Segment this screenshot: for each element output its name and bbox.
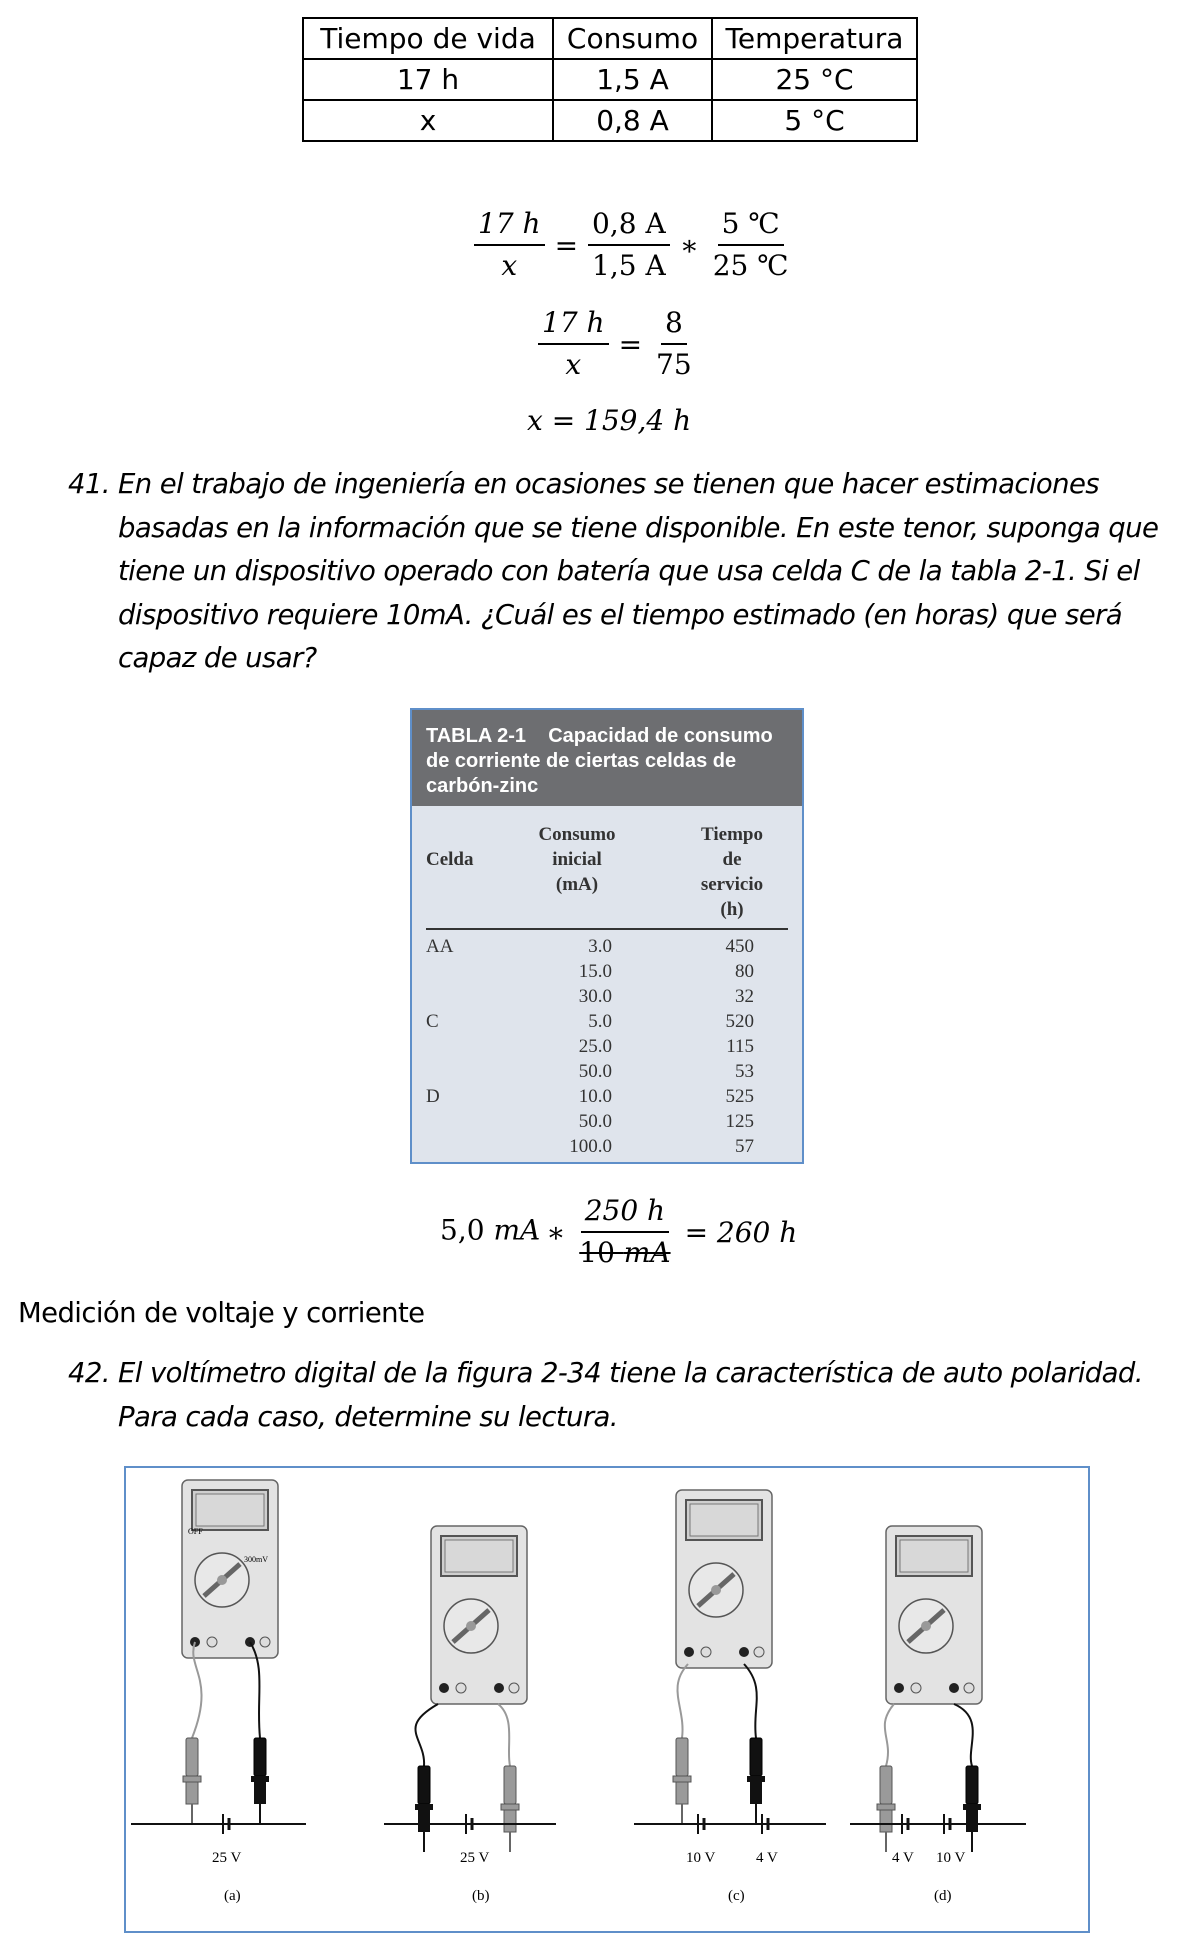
source-label: 4 V: [756, 1850, 778, 1866]
fraction-numerator: 8: [661, 306, 687, 345]
table-row: [412, 1011, 802, 1036]
table-row: [412, 1061, 802, 1086]
fraction-denominator: x: [565, 348, 582, 381]
cell-consumo: 3.0: [588, 936, 612, 957]
table-row: [412, 1136, 802, 1161]
table-cell: 0,8 A: [553, 100, 712, 141]
meter-panel-d: [850, 1526, 1026, 1904]
cell-consumo: 5.0: [588, 1011, 612, 1032]
header-cell: Temperatura: [712, 18, 917, 59]
cell-tiempo: 520: [725, 1011, 754, 1032]
equation-result: = 260 h: [684, 1215, 798, 1249]
multimeter-illustration: [126, 1468, 1088, 1931]
cell-tiempo: 80: [735, 961, 754, 982]
table-cell: 1,5 A: [553, 59, 712, 100]
fraction-denominator: x: [501, 249, 518, 282]
cell-consumo: 15.0: [578, 961, 612, 982]
struck-value: 10: [579, 1236, 624, 1269]
section-heading: Medición de voltaje y corriente: [18, 1297, 425, 1329]
question-41: [68, 463, 1188, 688]
question-line: capaz de usar?: [118, 642, 317, 674]
question-number: 41.: [68, 468, 110, 500]
cell-tiempo: 115: [726, 1036, 754, 1057]
question-text: [118, 463, 1158, 681]
source-label: 10 V: [686, 1850, 716, 1866]
equation-prefix: 5,0: [440, 1213, 494, 1247]
fraction-numerator: 17 h: [474, 207, 545, 246]
table-cell: 5 °C: [712, 100, 917, 141]
equation-result: x = 159,4 h: [527, 404, 692, 437]
panel-caption: (d): [934, 1888, 952, 1904]
fraction-numerator: 0,8 A: [588, 207, 670, 246]
equation-proportion: $\frac{17 h}{x}$ = $\frac{0,8 A}{1,5 A}$ ∗ $\frac{5 ℃}{25 ℃}$: [470, 207, 797, 283]
cell-tiempo: 450: [725, 936, 754, 957]
header-line: (h): [720, 899, 744, 920]
table-header-row: [303, 18, 917, 59]
fraction-numerator: 250 h: [581, 1194, 669, 1233]
question-line: En el trabajo de ingeniería en ocasiones se tienen que hacer estimaciones: [118, 468, 1100, 500]
cell-celda: AA: [426, 936, 454, 957]
question-line: tiene un dispositivo operado con batería que usa celda C de la tabla 2-1. Si el: [118, 555, 1140, 587]
meter-panel-b: [384, 1526, 556, 1904]
cell-celda: C: [426, 1011, 439, 1032]
textbook-table-2-1: [410, 708, 804, 1164]
source-label: 25 V: [212, 1850, 242, 1866]
panel-caption: (b): [472, 1888, 490, 1904]
table-row: [412, 1111, 802, 1136]
cell-tiempo: 53: [735, 1061, 754, 1082]
cell-consumo: 50.0: [578, 1061, 612, 1082]
table-cell: x: [303, 100, 553, 141]
cell-consumo: 25.0: [578, 1036, 612, 1057]
header-line: Consumo: [538, 824, 616, 845]
cell-tiempo: 32: [735, 986, 754, 1007]
multimeter-figure: [124, 1466, 1090, 1933]
panel-caption: (c): [728, 1888, 745, 1904]
fraction-denominator: 1,5 A: [592, 249, 666, 282]
table-cell: 17 h: [303, 59, 553, 100]
meter-mv-label: 300mV: [244, 1555, 268, 1564]
question-42: [68, 1352, 1188, 1442]
table-divider: [426, 928, 788, 930]
cell-consumo: 100.0: [569, 1136, 612, 1157]
cell-tiempo: 57: [735, 1136, 754, 1157]
fraction-denominator: [575, 1233, 674, 1270]
header-line: inicial: [552, 849, 602, 870]
cell-consumo: 50.0: [578, 1111, 612, 1132]
table-row: [412, 1036, 802, 1061]
fraction-denominator: 75: [656, 348, 692, 381]
column-header-celda: Celda: [426, 849, 474, 870]
cell-tiempo: 525: [725, 1086, 754, 1107]
equation-simplified: $\frac{17 h}{x}$ = $\frac{8}{75}$: [534, 306, 700, 382]
source-label: 4 V: [892, 1850, 914, 1866]
question-text: [118, 1352, 1143, 1439]
fraction-denominator: 25 ℃: [712, 249, 789, 282]
cell-celda: D: [426, 1086, 440, 1107]
table-column-headers: [412, 822, 802, 942]
header-line: (mA): [555, 874, 599, 895]
table-title-line: carbón-zinc: [426, 775, 539, 797]
table-title-line: de corriente de ciertas celdas de: [426, 750, 737, 772]
meter-panel-a: [131, 1480, 306, 1904]
meter-panel-c: [634, 1490, 826, 1904]
table-row: [412, 936, 802, 961]
table-cell: 25 °C: [712, 59, 917, 100]
question-number: 42.: [68, 1357, 110, 1389]
panel-caption: (a): [224, 1888, 241, 1904]
header-line: servicio: [700, 874, 764, 895]
table-title: [412, 710, 802, 806]
table-row: [303, 59, 917, 100]
question-line: dispositivo requiere 10mA. ¿Cuál es el tiempo estimado (en horas) que será: [118, 598, 1122, 631]
table-row: [303, 100, 917, 141]
table-title-line: TABLA 2-1 Capacidad de consumo: [426, 725, 773, 747]
question-line: basadas en la información que se tiene disponible. En este tenor, suponga que: [118, 511, 1159, 544]
header-line: de: [722, 849, 742, 870]
column-header-consumo: [522, 822, 632, 897]
table-row: [412, 1086, 802, 1111]
equation-answer-41: 5,0 mA ∗ $\frac{250 h}{10 mA}$ = 260 h: [440, 1194, 798, 1269]
cell-consumo: 30.0: [578, 986, 612, 1007]
table-row: [412, 986, 802, 1011]
header-cell: Tiempo de vida: [303, 18, 553, 59]
source-label: 25 V: [460, 1850, 490, 1866]
question-line: Para cada caso, determine su lectura.: [118, 1400, 618, 1433]
column-header-tiempo: [687, 822, 777, 922]
table-body: [412, 936, 802, 1161]
fraction-numerator: 5 ℃: [718, 207, 784, 246]
table-row: [412, 961, 802, 986]
header-cell: Consumo: [553, 18, 712, 59]
equation-prefix-unit: mA: [493, 1213, 541, 1247]
fraction-numerator: 17 h: [538, 306, 609, 345]
source-label: 10 V: [936, 1850, 966, 1866]
question-line: El voltímetro digital de la figura 2-34 tiene la característica de auto polaridad.: [118, 1357, 1143, 1389]
lifetime-table: [302, 17, 918, 142]
cell-tiempo: 125: [725, 1111, 754, 1132]
struck-unit: mA: [623, 1236, 671, 1269]
header-line: Tiempo: [701, 824, 763, 845]
cell-consumo: 10.0: [578, 1086, 612, 1107]
meter-off-label: OFF: [188, 1527, 203, 1536]
